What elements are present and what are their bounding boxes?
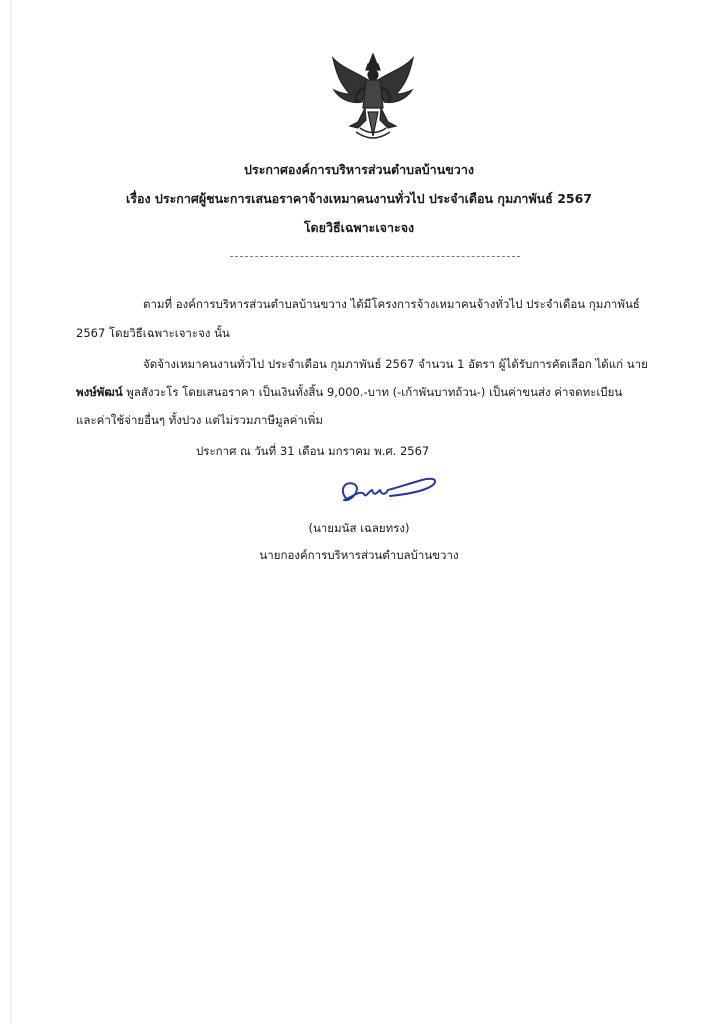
header-line-2: เรื่อง ประกาศผู้ชนะการเสนอราคาจ้างเหมาคนงานทั่วไป ประจำเดือน กุมภาพันธ์ 2567 <box>125 191 592 206</box>
announcement-date: ประกาศ ณ วันที่ 31 เดือน มกราคม พ.ศ. 2567 <box>196 444 430 458</box>
paragraph2-line2-rest: พูลสังวะโร โดยเสนอราคา เป็นเงินทั้งสิ้น 9,000.-บาท (-เก้าพันบาทถ้วน-) เป็นค่าขนส่ง ค่าจดทะเบียน <box>122 385 623 399</box>
garuda-emblem-icon <box>328 50 418 142</box>
dashed-divider <box>230 256 520 257</box>
paragraph1-line1: ตามที่ องค์การบริหารส่วนตำบลบ้านขวาง ได้มีโครงการจ้างเหมาคนจ้างทั่วไป ประจำเดือน กุมภาพันธ์ <box>143 297 640 311</box>
winner-first-name: พงษ์พัฒน์ <box>76 385 123 399</box>
signer-title: นายกองค์การบริหารส่วนตำบลบ้านขวาง <box>259 548 459 562</box>
header-line-3: โดยวิธีเฉพาะเจาะจง <box>303 220 415 235</box>
handwritten-signature <box>330 470 450 515</box>
paragraph1-line2: 2567 โดยวิธีเฉพาะเจาะจง นั้น <box>76 326 230 340</box>
paragraph2-line3: และค่าใช้จ่ายอื่นๆ ทั้งปวง แต่ไม่รวมภาษีมูลค่าเพิ่ม <box>76 413 323 427</box>
paragraph2-line1: จัดจ้างเหมาคนงานทั่วไป ประจำเดือน กุมภาพันธ์ 2567 จำนวน 1 อัตรา ผู้ได้รับการคัดเลือก ได้แก่ นาย <box>143 357 648 371</box>
paragraph2-line2 <box>76 384 622 402</box>
scan-edge <box>10 0 12 1024</box>
signer-name: (นายมนัส เฉลยทรง) <box>308 521 410 535</box>
header-line-1: ประกาศองค์การบริหารส่วนตำบลบ้านขวาง <box>244 162 474 177</box>
